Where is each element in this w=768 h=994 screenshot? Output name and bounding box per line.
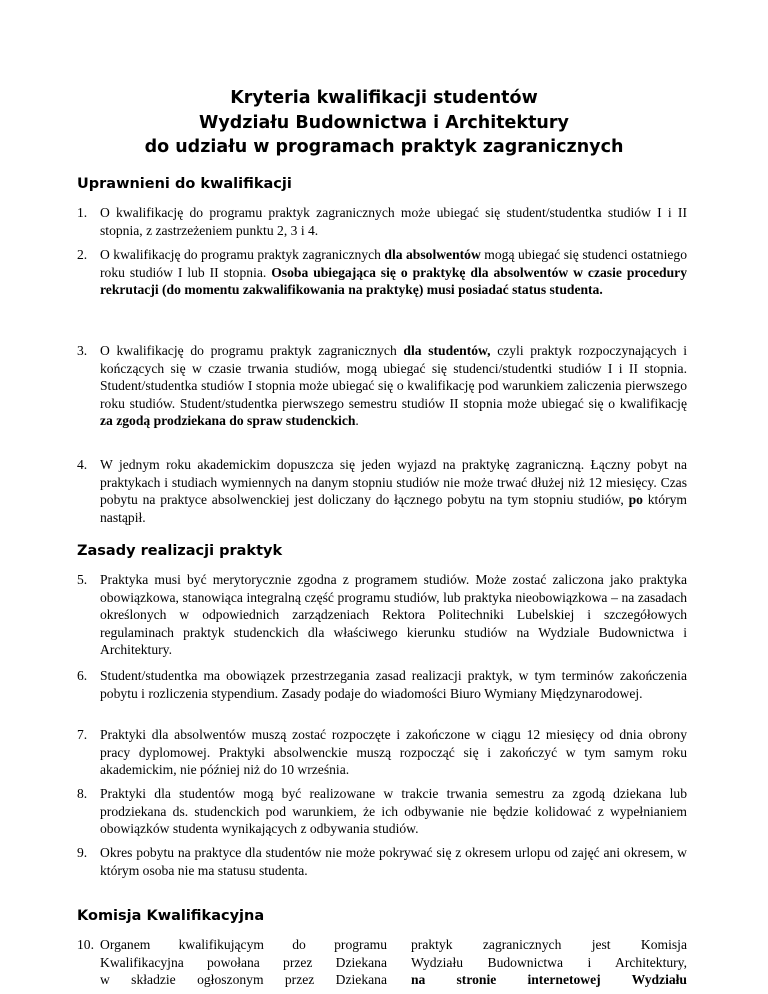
title-line-2: Wydziału Budownictwa i Architektury: [199, 112, 569, 133]
item-number: 3.: [77, 343, 88, 358]
list-item-5: [77, 571, 687, 659]
list-item-6: [77, 667, 687, 702]
item-text: Student/studentka ma obowiązek przestrzegania zasad realizacji praktyk, w tym terminów zakończenia pobytu i rozliczenia stypendium. Zasady podaje do wiadomości Biuro Wymiany Międzynarodowej.: [100, 668, 687, 701]
item-text: Okres pobytu na praktyce dla studentów nie może pokrywać się z okresem urlopu od zajęć ani okresem, w którym osoba nie ma statusu studenta.: [100, 845, 687, 878]
item-number: 8.: [77, 786, 88, 801]
document-title: [80, 86, 688, 160]
item-number: 6.: [77, 668, 88, 683]
item-number: 10.: [77, 937, 94, 952]
section-heading-committee: Komisja Kwalifikacyjna: [77, 908, 265, 924]
item-number: 2.: [77, 247, 88, 262]
item-number: 7.: [77, 727, 88, 742]
item-text: Praktyka musi być merytorycznie zgodna z programem studiów. Może zostać zaliczona jako praktyka obowiązkowa, stanowiąca integralną część programu studiów, lub praktyka nieobowiązkowa – na zasadach określonych w odpowiednich zarządzeniach Rektora Politechniki Lubelskiej i szczegółowych regulaminach praktyk studenckich dla właściwego kierunku studiów na Wydziale Budownictwa i Architektury.: [100, 572, 687, 657]
item-text: O kwalifikację do programu praktyk zagranicznych dla absolwentów mogą ubiegać się studenci ostatniego roku studiów I lub II stopnia. Osoba ubiegająca się o praktykę dla absolwentów w czasie procedury rekrutacji (do momentu zakwalifikowania na praktykę) musi posiadać status studenta.: [100, 247, 687, 297]
list-item-7: [77, 726, 687, 779]
item-number: 5.: [77, 572, 88, 587]
item-number: 9.: [77, 845, 88, 860]
item-text-right-column: praktyk zagranicznych jest Komisja Wydziału Budownictwa i Architektury, na stronie internetowej Wydziału: [411, 937, 687, 987]
item-number: 4.: [77, 457, 88, 472]
item-text: Praktyki dla absolwentów muszą zostać rozpoczęte i zakończone w ciągu 12 miesięcy od dnia obrony pracy dyplomowej. Praktyki absolwenckie muszą rozpocząć się i zakończyć w tym samym roku akademickim, nie później niż do 10 września.: [100, 727, 687, 777]
list-item-4: [77, 456, 687, 526]
title-line-3: do udziału w programach praktyk zagranicznych: [144, 137, 624, 157]
item-text: Praktyki dla studentów mogą być realizowane w trakcie trwania semestru za zgodą dziekana lub prodziekana ds. studenckich pod warunkiem, że ich odbywanie nie będzie kolidować z wypełnianiem obowiązków studenta wynikających z odbywania studiów.: [100, 786, 687, 836]
list-item-1: [77, 204, 687, 239]
item-text: O kwalifikację do programu praktyk zagranicznych może ubiegać się student/studentka studiów I i II stopnia, z zastrzeżeniem punktu 2, 3 i 4.: [100, 205, 687, 238]
section-heading-eligibility: Uprawnieni do kwalifikacji: [77, 176, 292, 192]
title-line-1: Kryteria kwalifikacji studentów: [230, 88, 538, 108]
item-text: W jednym roku akademickim dopuszcza się jeden wyjazd na praktykę zagraniczną. Łączny pobyt na praktykach i studiach wymiennych na danym stopniu studiów nie może trwać dłużej niż 12 miesięcy. Czas pobytu na praktyce absolwenckiej jest doliczany do łącznego pobytu na tym stopniu studiów, po którym nastąpił.: [100, 457, 687, 525]
section-heading-rules: Zasady realizacji praktyk: [77, 543, 283, 559]
list-item-3: [77, 342, 687, 430]
list-item-8: [77, 785, 687, 838]
item-number: 1.: [77, 205, 88, 220]
list-item-9: [77, 844, 687, 879]
item-text: O kwalifikację do programu praktyk zagranicznych dla studentów, czyli praktyk rozpoczynających i kończących się w czasie trwania studiów, mogą ubiegać się studenci/studentki studiów I i II stopnia. Student/studentka studiów I stopnia może ubiegać się o kwalifikację pod warunkiem zaliczenia pierwszego roku studiów. Student/studentka pierwszego semestru studiów II stopnia może ubiegać się o kwalifikację za zgodą prodziekana do spraw studenckich.: [100, 343, 688, 428]
list-item-2: [77, 246, 687, 299]
item-text-left-column: Organem kwalifikującym do programu Kwalifikacyjna powołana przez Dziekana w składzie ogłoszonym przez Dziekana: [100, 937, 387, 987]
